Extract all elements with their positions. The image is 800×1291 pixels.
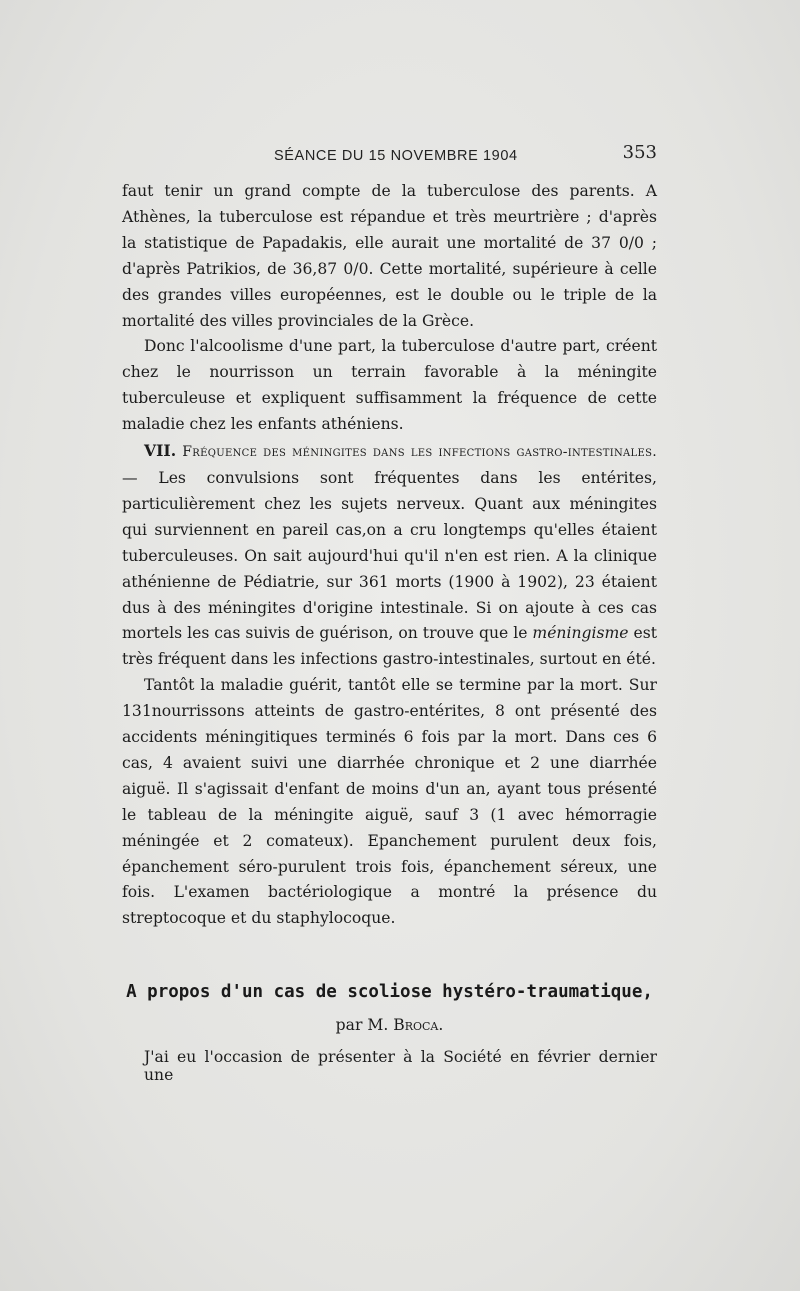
page-number: 353 bbox=[622, 142, 657, 163]
paragraph-cases: Tantôt la maladie guérit, tantôt elle se termine par la mort. Sur 131nourrissons atteints de gastro-entérites, 8 ont présenté des accidents méningitiques terminés 6 fois par la mort. Dans ces 6 cas, 4 avaient suivi une diarrhée chronique et 2 une diarrhée aiguë. Il s'agissait d'enfant de moins d'un an, ayant tous présenté le tableau de la méningite aiguë, sauf 3 (1 avec hémorragie méningée et 2 comateux). Epanchement purulent deux fois, épanchement séro-purulent trois fois, épanchement séreux, une fois. L'examen bactériologique a montré la présence du streptocoque et du staphylocoque. bbox=[122, 676, 657, 928]
section-number: VII. bbox=[144, 441, 177, 461]
paragraph-section-vii bbox=[122, 438, 657, 673]
author-name: Broca. bbox=[393, 1016, 444, 1034]
article-title: A propos d'un cas de scoliose hystéro-traumatique, bbox=[126, 982, 653, 1002]
paragraph-tuberculose: faut tenir un grand compte de la tuberculose des parents. A Athènes, la tuberculose est répandue et très meurtrière ; d'après la statistique de Papadakis, elle aurait une mortalité de 37 0/0 ; d'après Patrikios, de 36,87 0/0. Cette mortalité, supérieure à celle des grandes villes européennes, est le double ou le triple de la mortalité des villes provinciales de la Grèce. bbox=[122, 182, 657, 330]
article-first-line: J'ai eu l'occasion de présenter à la Société en février dernier une bbox=[144, 1048, 657, 1084]
section-text-b: est très fréquent dans les infections gastro-intestinales, surtout en été. bbox=[122, 624, 657, 669]
section-text-a: — Les convulsions sont fréquentes dans les entérites, particulièrement chez les sujets nerveux. Quant aux méningites qui surviennent en pareil cas,on a cru longtemps qu'elles étaient tuberculeuses. On sait aujourd'hui qu'il n'en est rien. A la clinique athénienne de Pédiatrie, sur 361 morts (1900 à 1902), 23 étaient dus à des méningites d'origine intestinale. Si on ajoute à ces cas mortels les cas suivis de guérison, on trouve que le bbox=[122, 468, 657, 643]
page-header bbox=[122, 142, 657, 172]
paragraph-alcoolisme: Donc l'alcoolisme d'une part, la tuberculose d'autre part, créent chez le nourrisson un terrain favorable à la méningite tuberculeuse et expliquent suffisamment la fréquence de cette maladie chez les enfants athéniens. bbox=[122, 337, 657, 434]
byline bbox=[122, 1016, 657, 1034]
byline-prefix: par M. bbox=[335, 1016, 394, 1034]
running-title: SÉANCE DU 15 NOVEMBRE 1904 bbox=[274, 148, 518, 164]
section-heading: Fréquence des méningites dans les infections gastro-intestinales. bbox=[182, 444, 657, 461]
body-text bbox=[122, 179, 657, 932]
italic-term: méningisme bbox=[532, 624, 629, 643]
